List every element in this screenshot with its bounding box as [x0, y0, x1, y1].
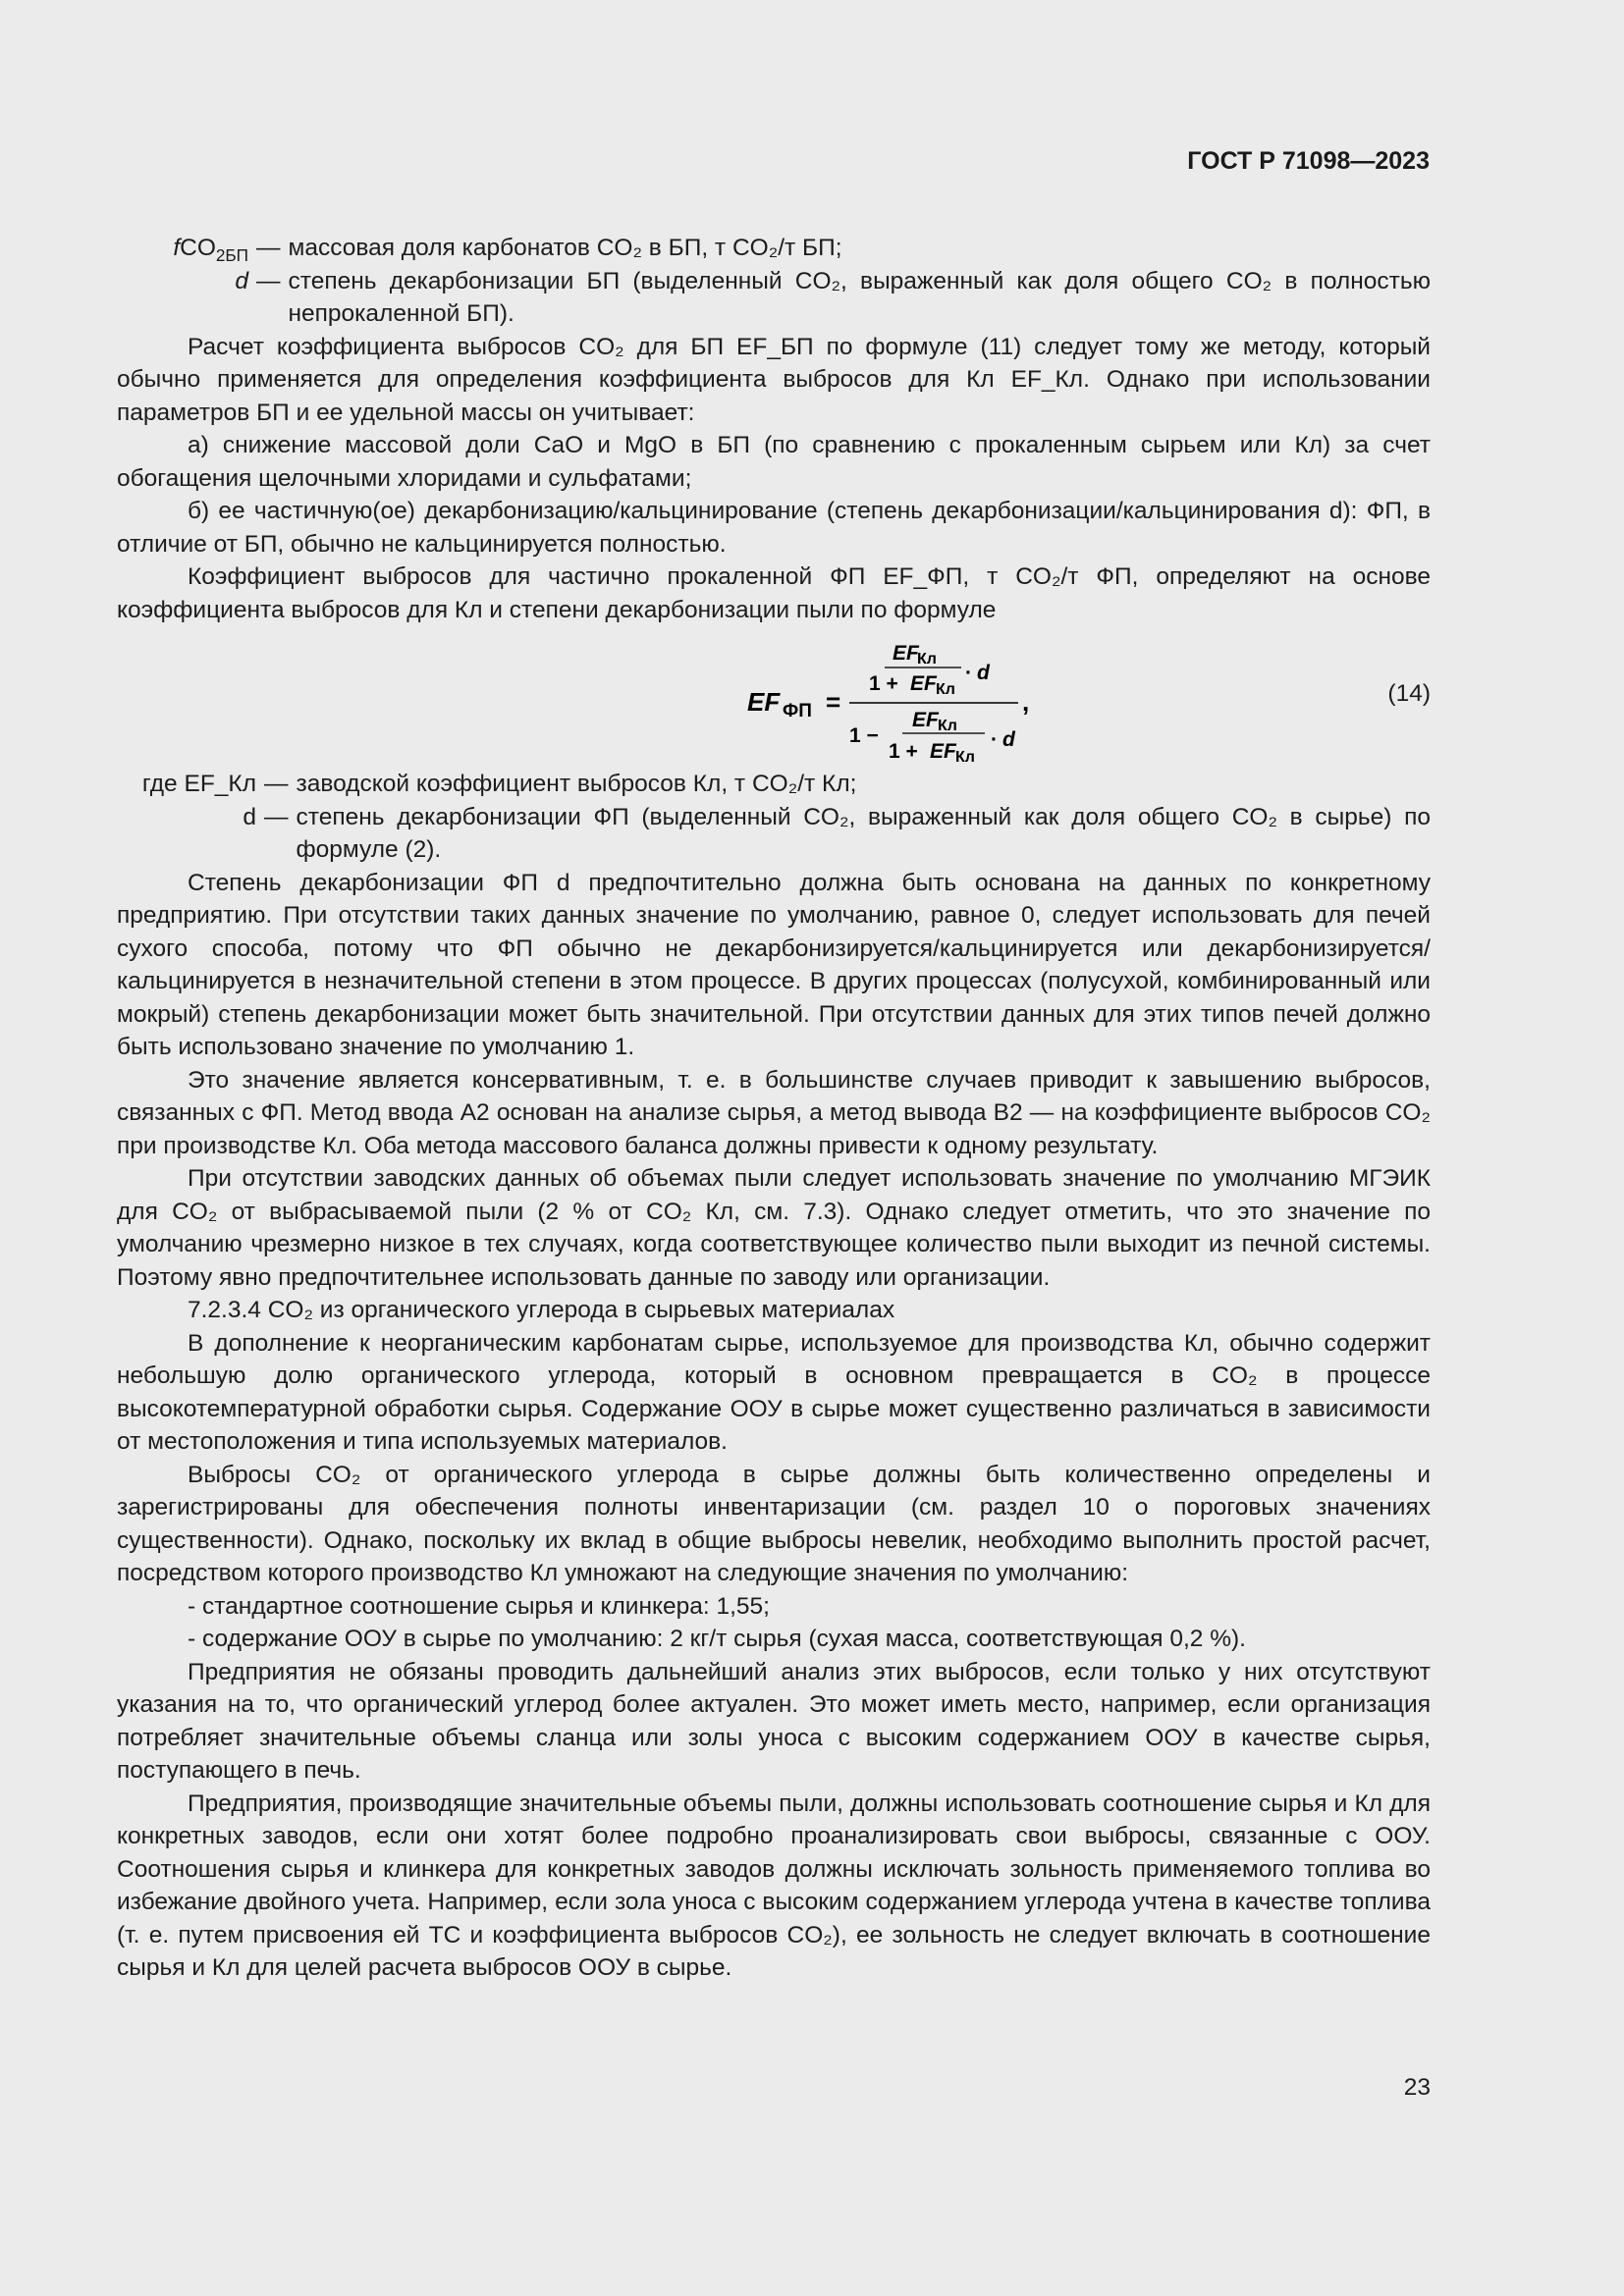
section-heading: 7.2.3.4 CO₂ из органического углерода в сырьевых материалах	[188, 1297, 895, 1323]
definition-d2: d — степень декарбонизации ФП (выделенный CO₂, выраженный как доля общего CO₂ в сырье) по формуле (2).	[117, 801, 1431, 867]
list-item-a: а) снижение массовой доли CaO и MgO в БП (по сравнению с прокаленным сырьем или Кл) за счет обогащения щелочными хлоридами и сульфатами;	[117, 432, 1431, 492]
paragraph: Степень декарбонизации ФП d предпочтительно должна быть основана на данных по конкретному предприятию. При отсутствии таких данных значение по умолчанию, равное 0, следует использовать для печей сухого способа, потому что ФП обычно не декарбонизируется/кальцинируется или декарбонизируется/кальцинируется в незначительной степени в этом процессе. В других процессах (полусухой, комбинированный или мокрый) степень декарбонизации может быть значительной. При отсутствии данных для этих типов печей должно быть использовано значение по умолчанию 1.	[117, 869, 1431, 1060]
list-item-b: б) ее частичную(ое) декарбонизацию/кальцинирование (степень декарбонизации/кальцинирования d): ФП, в отличие от БП, обычно не кальцинируется полностью.	[117, 498, 1431, 558]
list-item: - стандартное соотношение сырья и клинкера: 1,55;	[188, 1592, 770, 1620]
definition-term: d	[235, 267, 248, 294]
definition-desc: степень декарбонизации ФП (выделенный CO₂, выраженный как доля общего CO₂ в сырье) по формуле (2).	[296, 803, 1431, 863]
svg-text:Кл: Кл	[955, 749, 975, 764]
definition-d: d — степень декарбонизации БП (выделенный CO₂, выраженный как доля общего CO₂ в полностью непрокаленной БП).	[117, 265, 1431, 331]
definition-desc: массовая доля карбонатов CO₂ в БП, т CO₂/т БП;	[288, 235, 842, 261]
svg-text:EF: EF	[910, 672, 937, 695]
paragraph: В дополнение к неорганическим карбонатам сырье, используемое для производства Кл, обычно содержит небольшую долю органического углерода, который в основном превращается в CO₂ в процессе высокотемпературной обработки сырья. Содержание ООУ в сырье может существенно различаться в зависимости от местоположения и типа используемых материалов.	[117, 1329, 1431, 1455]
definition-term: fCO$_{2БП}$	[173, 235, 248, 265]
svg-text:Кл: Кл	[938, 718, 957, 734]
paragraph: При отсутствии заводских данных об объемах пыли следует использовать значение по умолчанию МГЭИК для CO₂ от выбрасываемой пыли (2 % от CO₂ Кл, см. 7.3). Однако следует отметить, что это значение по умолчанию чрезмерно низкое в тех случаях, когда соответствующее количество пыли выходит из печной системы. Поэтому явно предпочтительнее использовать данные по заводу или организации.	[117, 1165, 1431, 1291]
document-body	[117, 232, 1431, 1985]
svg-text:EF: EF	[893, 642, 919, 665]
paragraph: Это значение является консервативным, т. е. в большинстве случаев приводит к завышению выбросов, связанных с ФП. Метод ввода A2 основан на анализе сырья, а метод вывода B2 — на коэффициенте выбросов CO₂ при производстве Кл. Оба метода массового баланса должны привести к одному результату.	[117, 1066, 1431, 1159]
svg-text:d: d	[1002, 728, 1015, 751]
svg-text:1 −: 1 −	[849, 724, 879, 747]
svg-text:1 +: 1 +	[889, 740, 918, 763]
formula-block	[117, 628, 1431, 764]
definition-desc: заводской коэффициент выбросов Кл, т CO₂/т Кл;	[296, 771, 857, 797]
definition-fco2: fCO$_{2БП}$ — массовая доля карбонатов CO₂ в БП, т CO₂/т БП;	[117, 232, 1431, 265]
svg-text:EF: EF	[930, 740, 956, 763]
list-item: - содержание ООУ в сырье по умолчанию: 2 кг/т сырья (сухая масса, соответствующая 0,2 %).	[188, 1626, 1246, 1652]
svg-text:Кл: Кл	[936, 681, 955, 698]
formula-14	[627, 628, 1040, 764]
svg-text:Кл: Кл	[917, 651, 937, 667]
paragraph: Предприятия, производящие значительные объемы пыли, должны использовать соотношение сырья и Кл для конкретных заводов, если они хотят более подробно проанализировать свои выбросы, связанные с ООУ. Соотношения сырья и клинкера для конкретных заводов должны исключать зольность применяемого топлива во избежание двойного учета. Например, если зола уноса с высоким содержанием углерода учтена в качестве топлива (т. е. путем присвоения ей ТС и коэффициента выбросов CO₂), ее зольность не следует включать в соотношение сырья и Кл для целей расчета выбросов ООУ в сырье.	[117, 1789, 1431, 1981]
svg-text:EF: EF	[912, 709, 939, 731]
definition-term: d	[243, 803, 256, 830]
definition-desc: степень декарбонизации БП (выделенный CO₂, выраженный как доля общего CO₂ в полностью непрокаленной БП).	[288, 267, 1431, 327]
document-header: ГОСТ Р 71098—2023	[1187, 147, 1430, 175]
formula-comma: ,	[1022, 687, 1030, 717]
formula-eq: =	[826, 687, 841, 717]
svg-text:·: ·	[991, 728, 998, 751]
paragraph: Предприятия не обязаны проводить дальнейший анализ этих выбросов, если только у них отсутствуют указания на то, что органический углерод более актуален. Это может иметь место, например, если организация потребляет значительные объемы сланца или золы уноса с высоким содержанием ООУ в качестве сырья, поступающего в печь.	[117, 1658, 1431, 1784]
paragraph: Коэффициент выбросов для частично прокаленной ФП EF_ФП, т CO₂/т ФП, определяют на основе коэффициента выбросов для Кл и степени декарбонизации пыли по формуле	[117, 563, 1431, 623]
formula-number: (14)	[1387, 680, 1431, 707]
page-number: 23	[1403, 2074, 1431, 2101]
paragraph: Расчет коэффициента выбросов CO₂ для БП EF_БП по формуле (11) следует тому же методу, который обычно применяется для определения коэффициента выбросов для Кл EF_Кл. Однако при использовании параметров БП и ее удельной массы он учитывает:	[117, 333, 1431, 426]
formula-lhs-sub: ФП	[783, 701, 812, 721]
svg-text:1 +: 1 +	[869, 672, 898, 695]
svg-text:d: d	[977, 662, 990, 684]
paragraph: Выбросы CO₂ от органического углерода в сырье должны быть количественно определены и зарегистрированы для обеспечения полноты инвентаризации (см. раздел 10 о пороговых значениях существенности). Однако, поскольку их вклад в общие выбросы невелик, необходимо выполнить простой расчет, посредством которого производство Кл умножают на следующие значения по умолчанию:	[117, 1461, 1431, 1586]
svg-text:·: ·	[965, 662, 972, 684]
definition-term: где EF_Кл	[141, 771, 256, 797]
formula-lhs: EF	[747, 687, 781, 717]
definition-efkl: где EF_Кл — заводской коэффициент выбросов Кл, т CO₂/т Кл;	[117, 768, 1431, 801]
